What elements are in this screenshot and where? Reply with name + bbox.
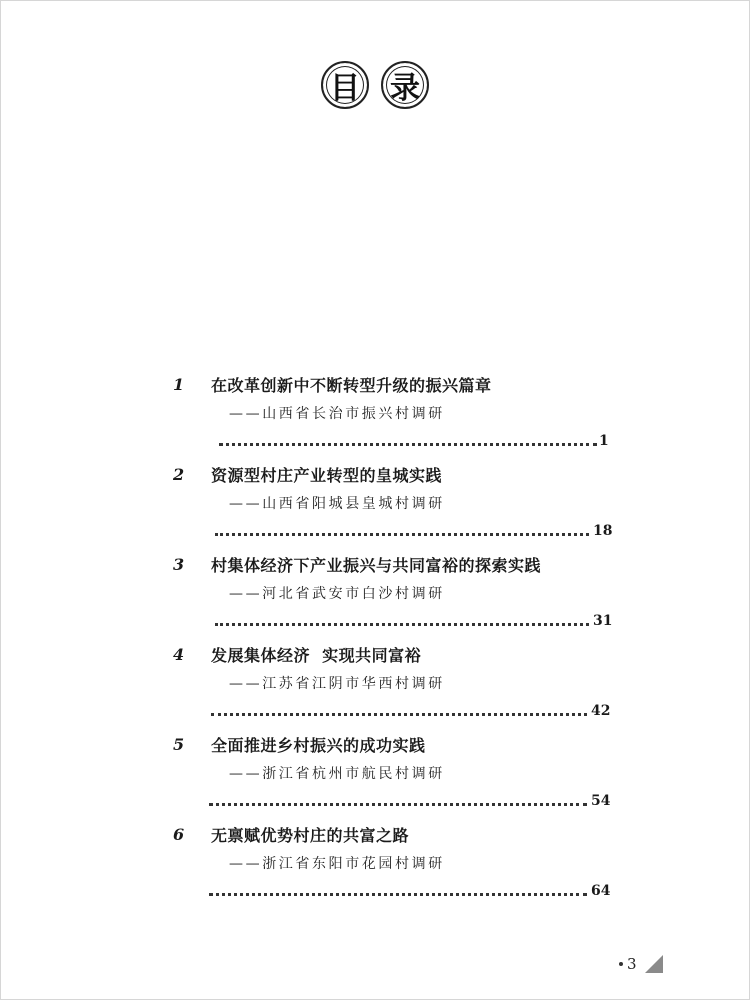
- entry-title[interactable]: 村集体经济下产业振兴与共同富裕的探索实践: [211, 556, 542, 575]
- corner-triangle-icon: [645, 955, 663, 973]
- heading-char-lu: 录: [381, 61, 429, 109]
- entry-page-number[interactable]: 1: [599, 433, 609, 449]
- toc-entry-1[interactable]: [1, 375, 749, 465]
- toc-entry-2[interactable]: [1, 465, 749, 555]
- toc-entry-4[interactable]: [1, 645, 749, 735]
- toc-entry-3[interactable]: [1, 555, 749, 645]
- entry-title[interactable]: 发展集体经济 实现共同富裕: [211, 646, 422, 665]
- dot-leader: [211, 713, 587, 716]
- entry-subtitle: ——浙江省杭州市航民村调研: [229, 766, 445, 782]
- entry-subtitle: ——河北省武安市白沙村调研: [229, 586, 445, 602]
- entry-subtitle: ——浙江省东阳市花园村调研: [229, 856, 445, 872]
- entry-page-number[interactable]: 31: [593, 613, 613, 629]
- entry-title[interactable]: 在改革创新中不断转型升级的振兴篇章: [211, 376, 492, 395]
- heading-char-mu: 目: [321, 61, 369, 109]
- entry-page-number[interactable]: 54: [591, 793, 611, 809]
- entry-title[interactable]: 无禀赋优势村庄的共富之路: [211, 826, 410, 845]
- dot-leader: [215, 623, 589, 626]
- dot-leader: [209, 803, 587, 806]
- toc-entry-5[interactable]: [1, 735, 749, 825]
- dot-leader: [215, 533, 589, 536]
- entry-number: 2: [173, 465, 185, 484]
- entry-page-number[interactable]: 42: [591, 703, 611, 719]
- toc-heading: [1, 61, 749, 109]
- entry-subtitle: ——山西省阳城县皇城村调研: [229, 496, 445, 512]
- entry-subtitle: ——山西省长治市振兴村调研: [229, 406, 445, 422]
- entry-number: 4: [173, 645, 185, 664]
- dot-leader: [219, 443, 597, 446]
- page-number: 3: [627, 955, 637, 973]
- entry-number: 3: [173, 555, 185, 574]
- entry-page-number[interactable]: 64: [591, 883, 611, 899]
- entry-title[interactable]: 资源型村庄产业转型的皇城实践: [211, 466, 443, 485]
- entry-title[interactable]: 全面推进乡村振兴的成功实践: [211, 736, 426, 755]
- entry-number: 5: [173, 735, 185, 754]
- bullet-dot-icon: [619, 962, 623, 966]
- entry-number: 6: [173, 825, 185, 844]
- entry-page-number[interactable]: 18: [593, 523, 613, 539]
- entry-number: 1: [173, 375, 185, 394]
- dot-leader: [209, 893, 587, 896]
- entry-subtitle: ——江苏省江阴市华西村调研: [229, 676, 445, 692]
- toc-entry-6[interactable]: [1, 825, 749, 915]
- page-footer: [619, 955, 663, 973]
